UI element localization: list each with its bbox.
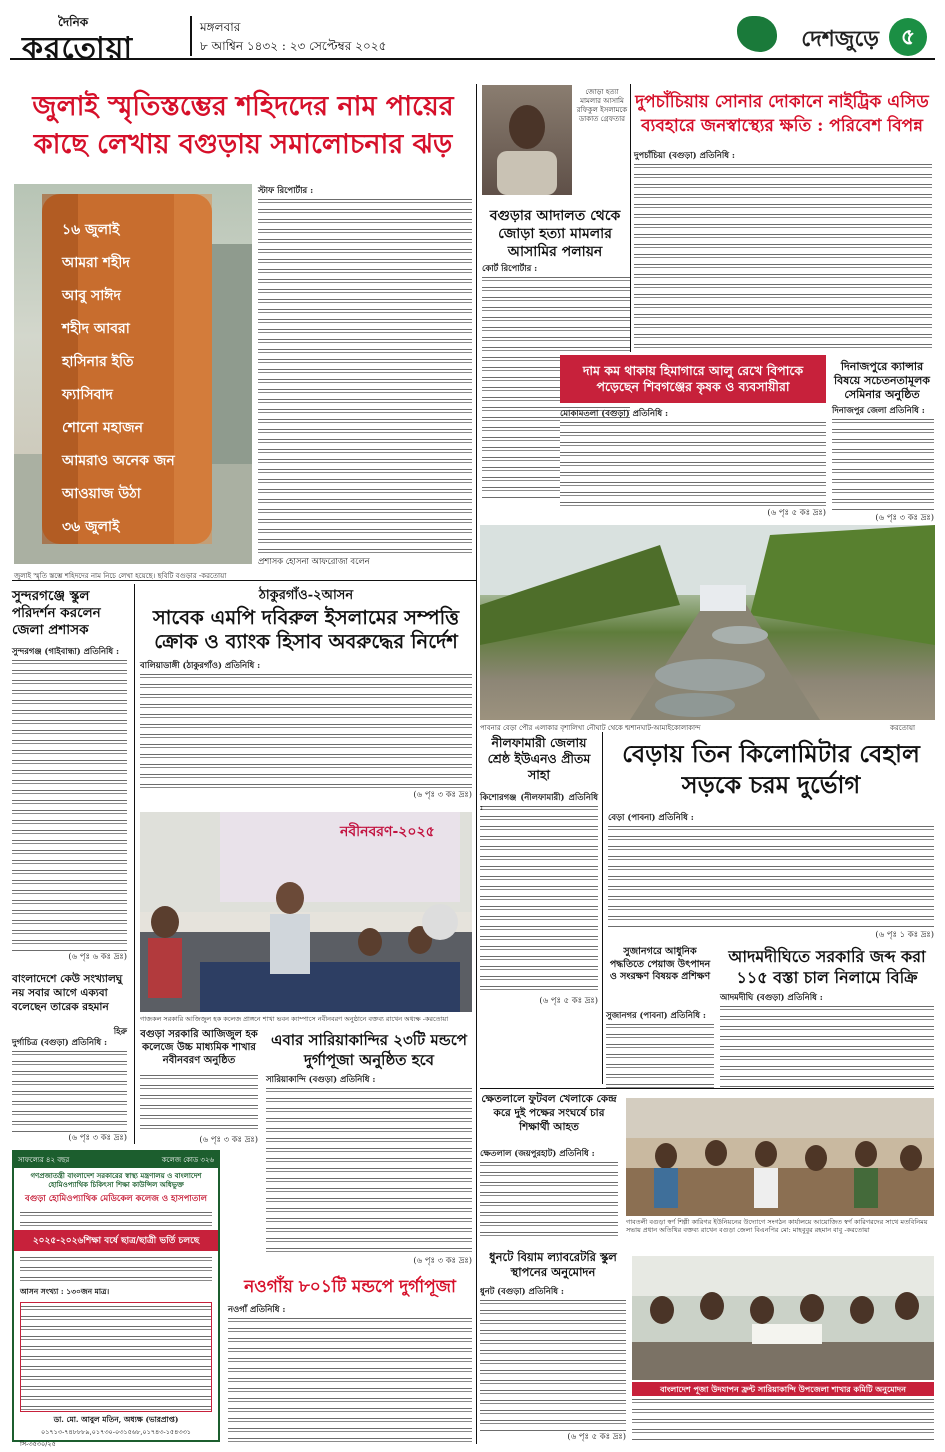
nilphamari-cont: (৬ পৃঃ ৫ কঃ দ্রঃ) bbox=[539, 995, 598, 1005]
bangladesh-map-icon bbox=[737, 16, 777, 52]
bera-text-lines bbox=[608, 823, 934, 929]
pillar-line: হাসিনার ইতি bbox=[62, 354, 134, 370]
nilphamari-text-lines bbox=[480, 803, 598, 995]
date: ৮ আশ্বিন ১৪৩২ : ২৩ সেপ্টেম্বর ২০২৫ bbox=[200, 39, 387, 53]
tarek-text-lines bbox=[12, 1048, 127, 1132]
column-rule bbox=[630, 84, 631, 352]
sariakandi-cont: (৬ পৃঃ ৩ কঃ দ্রঃ) bbox=[413, 1255, 472, 1265]
potato-cont: (৬ পৃঃ ৫ কঃ দ্রঃ) bbox=[767, 507, 826, 517]
event-banner: নবীনবরণ-২০২৫ bbox=[340, 824, 435, 840]
potato-body bbox=[560, 408, 826, 520]
onion-text-lines bbox=[606, 1021, 714, 1091]
football-byline: ক্ষেতলাল (জয়পুরহাট) প্রতিনিধি : bbox=[480, 1148, 595, 1158]
thakurgaon-headline: সাবেক এমপি দবিরুল ইসলামের সম্পত্তি ক্রোক ও ব্যাংক হিসাব অবরুদ্ধের নির্দেশ bbox=[152, 606, 460, 653]
sariakandi-body bbox=[266, 1074, 472, 1270]
thakurgaon-cont: (৬ পৃঃ ৩ কঃ দ্রঃ) bbox=[413, 789, 472, 799]
football-text-lines bbox=[480, 1159, 618, 1241]
thakurgaon-text-lines bbox=[140, 671, 472, 789]
school-byline: সুন্দরগঞ্জ (গাইবান্ধা) প্রতিনিধি : bbox=[12, 646, 120, 656]
committee-text-lines bbox=[632, 1396, 934, 1442]
paper-tagline: দৈনিক bbox=[58, 15, 89, 29]
pillar-line: ৩৬ জুলাই bbox=[62, 519, 120, 535]
thakurgaon-body bbox=[140, 660, 472, 800]
ad-title: গণপ্রজাতন্ত্রী বাংলাদেশ সরকারের স্বাস্থ্য মন্ত্রণালয় ও বাংলাদেশ হোমিওপ্যাথিক চিকিৎসা শিক্ষা কাউন্সিল অধিভুক্ত bbox=[30, 1171, 202, 1189]
event-photo bbox=[140, 812, 472, 1012]
naogaon-text-lines bbox=[228, 1315, 472, 1443]
naogaon-headline: নওগাঁয় ৮০১টি মন্ডপে দুর্গাপূজা bbox=[244, 1277, 456, 1297]
acid-headline: দুপচাঁচিয়ায় সোনার দোকানে নাইট্রিক এসিড ব্যবহারে জনস্বাস্থ্যের ক্ষতি : পরিবেশ বিপন্ন bbox=[635, 92, 929, 136]
ad-info-lines bbox=[20, 1254, 212, 1284]
portrait-image bbox=[482, 85, 572, 195]
thakurgaon-kicker: ঠাকুরগাঁও-২আসন bbox=[258, 588, 354, 603]
school-body bbox=[12, 646, 127, 964]
section-name: দেশজুড়ে bbox=[801, 26, 879, 52]
school-headline: সুন্দরগঞ্জে স্কুল পরিদর্শন করলেন জেলা প্রশাসক bbox=[12, 588, 101, 638]
onion-headline: সুজানগরে আধুনিক পদ্ধতিতে পেয়াজ উৎপাদন ও সংরক্ষণ বিষয়ক প্রশিক্ষণ bbox=[609, 946, 711, 982]
dhunat-cont: (৬ পৃঃ ৫ কঃ দ্রঃ) bbox=[567, 1431, 626, 1441]
cancer-text-lines bbox=[832, 416, 934, 512]
meeting-image bbox=[626, 1098, 934, 1216]
nilphamari-body bbox=[480, 792, 598, 1008]
college-body bbox=[140, 1072, 258, 1146]
rice-body bbox=[720, 992, 934, 1092]
cancer-cont: (৬ পৃঃ ৩ কঃ দ্রঃ) bbox=[875, 512, 934, 522]
cancer-byline: দিনাজপুর জেলা প্রতিনিধি : bbox=[832, 405, 925, 415]
pillar-line: আওয়াজ উঠা bbox=[62, 486, 141, 502]
arrest-caption: জোড়া হত্যা মামলার আসামি রফিকুল ইসলামকে ডাকাত গ্রেফতার bbox=[576, 88, 628, 123]
ad-ref: সি-৩৫৩০/২৫ bbox=[20, 1440, 56, 1448]
onion-body bbox=[606, 1010, 714, 1092]
tarek-headline: বাংলাদেশে কেউ সংখ্যালঘু নয় সবার আগে এক্যবা বলেছেন তারেক রহমান bbox=[12, 973, 123, 1013]
ad-years: সাফল্যের ৪২ বছর bbox=[18, 1156, 70, 1164]
naogaon-byline: নওগাঁ প্রতিনিধি : bbox=[228, 1304, 286, 1314]
lead-photo bbox=[14, 184, 252, 564]
dateline bbox=[200, 18, 386, 56]
college-cont: (৬ পৃঃ ৩ কঃ দ্রঃ) bbox=[199, 1134, 258, 1144]
ad-code: কলেজ কোড ৩২৬ bbox=[161, 1156, 214, 1164]
potato-byline: মোকামতলা (বগুড়া) প্রতিনিধি : bbox=[560, 408, 669, 418]
cancer-headline: দিনাজপুরে ক্যান্সার বিষয়ে সচেতনতামূলক সেমিনার অনুষ্ঠিত bbox=[834, 360, 930, 401]
ad-phones: ০১৭১৩-৭৪৮৮৮৯,০১৭৩০-০৩১৫৬৮,০১৭৪৩-১৫৪৩৩১ bbox=[40, 1428, 192, 1436]
column-rule bbox=[602, 732, 603, 1084]
road-photo bbox=[480, 525, 935, 720]
naogaon-body bbox=[228, 1304, 472, 1444]
ad-principal: ডা. মো. আবুল মতিন, অধ্যক্ষ (ভারপ্রাপ্ত) bbox=[53, 1415, 179, 1424]
masthead bbox=[10, 8, 935, 66]
day: মঙ্গলবার bbox=[200, 20, 241, 34]
column-rule bbox=[476, 84, 477, 1444]
arrest-headline: বগুড়ার আদালত থেকে জোড়া হত্যা মামলার আসামির পলায়ন bbox=[489, 208, 621, 260]
tarek-author: হিরু bbox=[113, 1026, 127, 1036]
nilphamari-headline: নীলফামারী জেলায় শ্রেষ্ঠ ইউএনও প্রীতম সাহা bbox=[487, 735, 591, 782]
damaged-road-image bbox=[480, 525, 935, 720]
pillar-line: আবু সাঈদ bbox=[62, 288, 121, 304]
thakurgaon-byline: বালিয়াডাঙ্গী (ঠাকুরগাঁও) প্রতিনিধি : bbox=[140, 660, 261, 670]
sariakandi-byline: সারিয়াকান্দি (বগুড়া) প্রতিনিধি : bbox=[266, 1074, 376, 1084]
college-headline: বগুড়া সরকারি আজিজুল হক কলেজে উচ্চ মাধ্যমিক শাখার নবীনবরণ অনুষ্ঠিত bbox=[140, 1029, 258, 1066]
acid-body bbox=[634, 150, 932, 350]
onion-byline: সুজানগর (পাবনা) প্রতিনিধি : bbox=[606, 1010, 706, 1020]
lead-headline: জুলাই স্মৃতিস্তম্ভের শহিদদের নাম পায়ের কাছে লেখায় বগুড়ায় সমালোচনার ঝড় bbox=[32, 91, 454, 160]
ad-schedule bbox=[20, 1302, 212, 1412]
rice-headline: আদমদীঘিতে সরকারি জব্দ করা ১১৫ বস্তা চাল নিলামে বিক্রি bbox=[728, 947, 926, 987]
bera-cont: (৬ পৃঃ ১ কঃ দ্রঃ) bbox=[875, 929, 934, 939]
paper-logo: করতোয়া bbox=[22, 31, 134, 66]
column-rule bbox=[134, 584, 135, 1144]
pillar-line: আমরাও অনেক জন bbox=[62, 453, 175, 469]
pillar-line: আমরা শহীদ bbox=[62, 255, 130, 271]
meeting-caption-text: গাবতলী বগুড়া স্বর্ণ শিল্পী কারিগর ইউনিয়নের উদ্যোগে সংগঠন কার্যালয়ে আয়োজিত স্বর্ণ কারিগরদের সাথে মতবিনিময় সভায় প্রধান অতিথির বক্তব্য রাখেন বগুড়া জেলা বিএনপির মো: মাহবুবুর রহমান বাবু bbox=[626, 1218, 928, 1234]
ad-college-name: বগুড়া হোমিওপ্যাথিক মেডিকেল কলেজ ও হাসপাতাল bbox=[24, 1194, 208, 1204]
event-caption-text: গাজকল সরকারি আজিজুল হক কলেজ প্রাঙ্গনে শাখা ভবন ক্যাম্পাসে নবীনবরণ অনুষ্ঠানে বক্তব্য রাখেন অধ্যক্ষ bbox=[140, 1015, 421, 1023]
lead-body bbox=[258, 185, 472, 575]
cancer-body bbox=[832, 405, 934, 523]
bera-byline: বেড়া (পাবনা) প্রতিনিধি : bbox=[608, 812, 694, 822]
dhunat-body bbox=[480, 1286, 626, 1444]
ad-address-lines bbox=[20, 1209, 212, 1227]
pillar-inscription bbox=[62, 214, 212, 544]
lead-byline: স্টাফ রিপোর্টার : bbox=[258, 185, 314, 195]
bera-headline: বেড়ায় তিন কিলোমিটার বেহাল সড়কে চরম দুর্ভোগ bbox=[622, 739, 920, 799]
event-caption bbox=[140, 1014, 472, 1025]
committee-photo bbox=[632, 1256, 934, 1380]
meeting-caption bbox=[626, 1218, 934, 1234]
committee-image bbox=[632, 1256, 934, 1380]
dhunat-headline: ধুনটে বিয়াম ল্যাবরেটরি স্কুল স্থাপনের অনুমোদন bbox=[489, 1250, 617, 1279]
lead-photo-caption: জুলাই স্মৃতি স্তম্ভে শহিদদের নাম নিচে লেখা হয়েছে। ছবিটি বগুড়ার -করতোয়া bbox=[14, 572, 227, 580]
row-rule bbox=[12, 580, 476, 581]
meeting-photo bbox=[626, 1098, 934, 1216]
acid-byline: দুপচাঁচিয়া (বগুড়া) প্রতিনিধি : bbox=[634, 150, 735, 160]
football-body bbox=[480, 1148, 618, 1244]
ad-session: ২০২৫-২০২৬শিক্ষা বর্ষে ছাত্র/ছাত্রী ভর্তি চলছে bbox=[14, 1230, 218, 1251]
potato-headline: দাম কম থাকায় হিমাগারে আলু রেখে বিপাকে পড়েছেন শিবগঞ্জের কৃষক ও ব্যবসায়ীরা bbox=[560, 355, 826, 403]
pillar-line: ১৬ জুলাই bbox=[62, 222, 120, 238]
rice-byline: আদমদীঘি (বগুড়া) প্রতিনিধি : bbox=[720, 992, 823, 1002]
sariakandi-headline: এবার সারিয়াকান্দির ২৩টি মন্ডপে দুর্গাপূজা অনুষ্ঠিত হবে bbox=[271, 1031, 467, 1069]
pillar-line: শহীদ আবরা bbox=[62, 321, 130, 337]
row-rule bbox=[480, 1088, 934, 1089]
tarek-byline: দুর্গাচিত্র (বগুড়া) প্রতিনিধি : bbox=[12, 1037, 108, 1047]
tarek-cont: (৬ পৃঃ ৩ কঃ দ্রঃ) bbox=[68, 1132, 127, 1142]
rice-text-lines bbox=[720, 1003, 934, 1089]
arrest-photo bbox=[482, 85, 572, 195]
nilphamari-byline: কিশোরগঞ্জ (নীলফামারী) প্রতিনিধি : bbox=[480, 792, 598, 813]
lead-ending: প্রশাসক হোসনা আফরোজা বলেন bbox=[258, 556, 370, 566]
college-advertisement bbox=[12, 1150, 220, 1448]
dhunat-text-lines bbox=[480, 1297, 626, 1431]
sariakandi-text-lines bbox=[266, 1085, 472, 1255]
bera-body bbox=[608, 812, 934, 942]
committee-caption: বাংলাদেশ পূজা উদযাপন ফ্রন্ট সারিয়াকান্দি উপজেলা শাখার কমিটি অনুমোদন bbox=[632, 1382, 934, 1399]
event-credit: -করতোয়া bbox=[422, 1015, 449, 1023]
ad-seats: আসন সংখ্যা : ১৩০জন মাত্র। bbox=[20, 1287, 110, 1296]
school-cont: (৬ পৃঃ ৬ কঃ দ্রঃ) bbox=[68, 951, 127, 961]
road-caption: পাবনার বেড়া পৌর এলাকার বৃশালিখা নৌঘাট থেকে শ্মশানঘাট-আমাইকোলাকান্দ bbox=[480, 724, 701, 732]
potato-text-lines bbox=[560, 419, 826, 507]
page-number: ৫ bbox=[889, 18, 927, 56]
pillar-line: ফ্যাসিবাদ bbox=[62, 387, 113, 403]
divider bbox=[190, 16, 192, 56]
school-text-lines bbox=[12, 657, 127, 951]
ad-topbar bbox=[14, 1152, 218, 1168]
section-badge bbox=[737, 18, 927, 52]
meeting-credit: -করতোয়া bbox=[844, 1226, 870, 1234]
arrest-byline: কোর্ট রিপোর্টার : bbox=[482, 263, 538, 273]
dhunat-byline: ধুনট (বগুড়া) প্রতিনিধি : bbox=[480, 1286, 564, 1296]
football-headline: ক্ষেতলালে ফুটবল খেলাকে কেন্দ্র করে দুই পক্ষের সংঘর্ষে চার শিক্ষার্থী আহত bbox=[481, 1093, 617, 1133]
college-text-lines bbox=[140, 1072, 258, 1134]
lead-text-lines bbox=[258, 196, 472, 556]
pillar-line: শোনো মহাজন bbox=[62, 420, 144, 436]
tarek-body bbox=[12, 1026, 127, 1144]
acid-text-lines bbox=[634, 161, 932, 349]
road-credit: করতোয়া bbox=[890, 724, 915, 732]
